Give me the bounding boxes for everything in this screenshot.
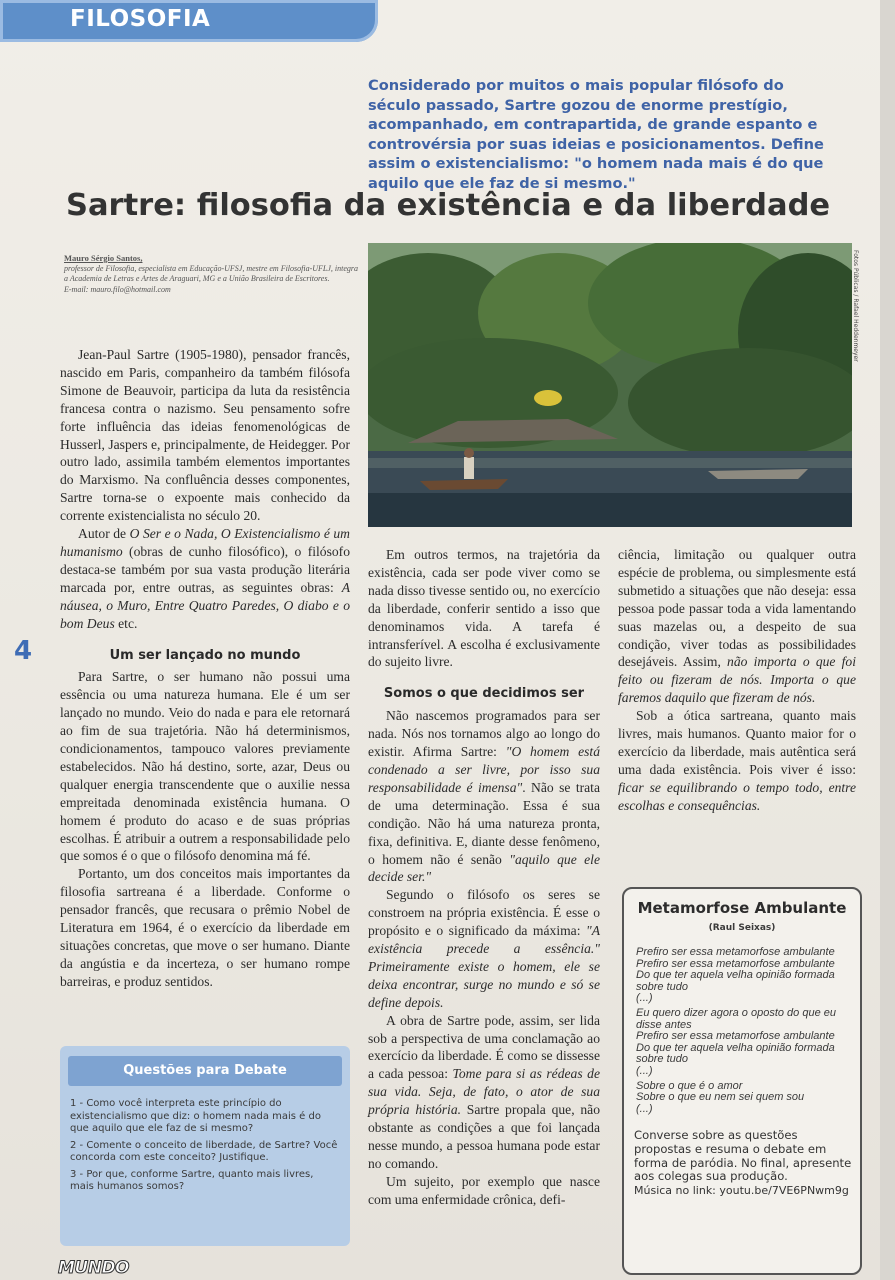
lyric-line: (...): [636, 1102, 653, 1115]
song-link[interactable]: Música no link: youtu.be/7VE6PNwm9g: [634, 1183, 849, 1197]
lyric-line: (...): [636, 1064, 653, 1077]
lyric-line: Sobre o que eu nem sei quem sou: [636, 1091, 805, 1104]
text-span: A obra de Sartre pode, assim, ser lida sob a perspectiva de uma conclamação ao exercício da liberdade. É como se dissesse a cada pessoa:: [368, 1012, 600, 1082]
quote-existencia: "A existência precede a essência." Primeiramente existe o homem, ele se deixa encontrar, surge no mundo e só se define depois.: [368, 923, 600, 1010]
photo-credit: Fotos Públicas / Rafael Heddenmeyer: [852, 250, 859, 362]
lyric-line: Do que ter aquela velha opinião formada sobre tudo: [636, 969, 838, 993]
text-span: Autor de: [78, 526, 130, 542]
lyric-line: Prefiro ser essa metamorfose ambulante: [636, 1030, 835, 1043]
lyric-line: Do que ter aquela velha opinião formada sobre tudo: [636, 1041, 838, 1066]
section1-paragraph-1: Para Sartre, o ser humano não possui uma essência ou uma natureza humana. Ele é um ser lançado no mundo. Veio do nada e para ele retornará ao fim de sua trajetória. Não há determinismos, condicionamentos, tampouco valores previamente estabelecidos. Não há destino, sorte, azar, Deus ou qualquer energia transcendente que o auxilie nessa empreitada denominada existência humana. O homem é produto do acaso e de suas próprias escolhas. É atribuir a outrem a responsabilidade pelo que somos é o que o filósofo denomina má fé.: [60, 669, 350, 864]
lyric-line: Prefiro ser essa metamorfose ambulante: [636, 946, 835, 958]
author-email: E-mail: mauro.filo@hotmail.com: [64, 284, 171, 294]
photo-illustration: [368, 243, 852, 527]
debate-question: 3 - Por que, conforme Sartre, quanto mais livres, mais humanos somos?: [70, 1168, 314, 1192]
intro-paragraph-1: Jean-Paul Sartre (1905-1980), pensador francês, nascido em Paris, companheiro da também filósofa Simone de Beauvoir, participa da luta da resistência francesa contra o nazismo. Seu pensamento sofre forte influência das ideias fenomenológicas de Husserl, Jaspers e, principalmente, de Heidegger. Por outro lado, assimila também elementos importantes do Marxismo. Na confluência desses componentes, Sartre torna-se o expoente mais conhecido da corrente existencialista no século 20.: [60, 347, 350, 524]
column-3: [618, 546, 856, 815]
col3-paragraph-2: [618, 707, 856, 814]
song-artist: (Raul Seixas): [708, 923, 776, 933]
page-number: 4: [14, 636, 33, 666]
debate-question: 1 - Como você interpreta este princípio do existencialismo que diz: o homem nada mais é do que aquilo que ele faz de si mesmo?: [70, 1098, 321, 1134]
quote-condenado: "O homem está condenado a ser livre, por isso sua responsabilidade é imensa": [368, 744, 600, 795]
debate-questions-box: [60, 1046, 350, 1246]
text-span: Sartre propala que, não obstante as condições a que foi lançada nesse mundo, a pessoa humana pode estar no comando.: [368, 1102, 600, 1171]
lyric-line: Eu quero dizer agora o oposto do que eu disse antes: [636, 1006, 840, 1031]
col2-paragraph-2: [368, 707, 600, 886]
author-block: [64, 253, 364, 295]
section-heading-um-ser-lancado: Um ser lançado no mundo: [109, 647, 301, 663]
river-landscape-photo: [368, 243, 852, 527]
col2-paragraph-5: Um sujeito, por exemplo que nasce com uma enfermidade crônica, defi-: [368, 1173, 600, 1207]
lyric-line: Sobre o que é o amor: [636, 1079, 743, 1092]
article-title: Sartre: filosofia da existência e da liberdade: [66, 188, 831, 223]
column-1: [60, 346, 350, 991]
intro-paragraph-2: [60, 525, 350, 632]
text-span: Não nascemos programados para ser nada. Nós nos tornamos algo ao longo do existir. Afirma Sartre:: [368, 708, 600, 760]
author-name: Mauro Sérgio Santos,: [64, 253, 143, 263]
song-lyrics: [636, 947, 850, 1115]
column-2: [368, 546, 600, 1209]
mundo-logo: MUNDO: [58, 1258, 130, 1278]
debate-question-list: [70, 1098, 338, 1194]
section-heading-somos: Somos o que decidimos ser: [383, 686, 585, 702]
author-bio: professor de Filosofia, especialista em Educação-UFSJ, mestre em Filosofia-UFLJ, integra a Academia de Letras e Artes de Araguari, MG e a União Brasileira de Escritores.: [64, 263, 359, 283]
quote-redeas: Tome para si as rédeas de sua vida. Seja, de fato, o ator de sua própria história.: [368, 1066, 600, 1118]
quote-equilibrando: ficar se equilibrando o tempo todo, entre escolhas e consequências.: [618, 779, 856, 813]
col2-paragraph-4: [368, 1012, 600, 1173]
lead-paragraph: Considerado por muitos o mais popular filósofo do século passado, Sartre gozou de enorme prestígio, acompanhado, em contrapartida, de grande espanto e controvérsia por suas ideias e posicionamentos. Define assim o existencialismo: "o homem nada mais é do que aquilo que ele faz de si mesmo.": [368, 77, 824, 192]
col2-paragraph-1: Em outros termos, na trajetória da existência, cada ser pode viver como se nada disso tivesse sentido ou, no exercício da liberdade, conferir sentido a isso que denominamos vida. A tarefa é intransferível. A escolha é exclusivamente do sujeito livre.: [368, 547, 600, 670]
text-span: (obras de cunho filosófico), o filósofo destaca-se também por sua vasta produção literária marcada por, entre outras, as seguintes obras:: [60, 543, 350, 595]
lyric-line: (...): [636, 992, 653, 1005]
col2-paragraph-3: [368, 886, 600, 1011]
section1-paragraph-2: Portanto, um dos conceitos mais importantes da filosofia sartreana é a liberdade. Conforme o pensador francês, que recusara o prêmio Nobel de Literatura em 1964, é o exercício da liberdade em situações concretas, que move o ser humano. Diante da angústia e da incerteza, o ser humano rompe barreiras, e produz sentidos.: [60, 866, 350, 989]
text-span: ciência, limitação ou qualquer outra espécie de problema, ou simplesmente está submetido a situações que não deseja: essa pessoa pode passar toda a vida lamentando suas mazelas ou, a despeito de sua condição, viver todas as possibilidades desejáveis. Assim,: [618, 547, 856, 670]
text-span: . Não se trata de uma determinação. Essa é sua condição. Não há uma natureza pronta, fixa, definitiva. E, diante desse fenômeno, o homem não é senão: [368, 779, 600, 867]
section-label: FILOSOFIA: [70, 6, 211, 32]
text-span: Sob a ótica sartreana, quanto mais livres, mais humanos. Quanto maior for o exercício da liberdade, mais autêntica será uma dada existência. Pois viver é isso:: [618, 708, 856, 777]
debate-heading: Questões para Debate: [68, 1056, 342, 1086]
quote-importa: não importa o que foi feito ou fizeram de nós. Importa o que faremos daquilo que fizeram de nós.: [618, 654, 856, 706]
song-box: [622, 887, 862, 1275]
works-list-philosophy: O Ser e o Nada, O Existencialismo é um humanismo: [60, 526, 350, 559]
col3-paragraph-1: [618, 546, 856, 707]
works-list-literature: A náusea, o Muro, Entre Quatro Paredes, O diabo e o bom Deus: [60, 579, 350, 631]
quote-decide: "aquilo que ele decide ser.": [368, 851, 600, 885]
debate-question: 2 - Comente o conceito de liberdade, de Sartre? Você concorda com este conceito? Justifique.: [70, 1139, 338, 1163]
song-title: Metamorfose Ambulante: [637, 899, 847, 917]
section-tab: [0, 0, 378, 42]
song-instructions: Converse sobre as questões propostas e resuma o debate em forma de paródia. No final, apresente aos colegas sua produção.: [634, 1128, 852, 1184]
text-span: Segundo o filósofo os seres se constroem na própria existência. É esse o propósito e o significado da máxima:: [368, 887, 600, 939]
lyric-line: Prefiro ser essa metamorfose ambulante: [636, 957, 835, 970]
text-span: etc.: [114, 615, 138, 631]
